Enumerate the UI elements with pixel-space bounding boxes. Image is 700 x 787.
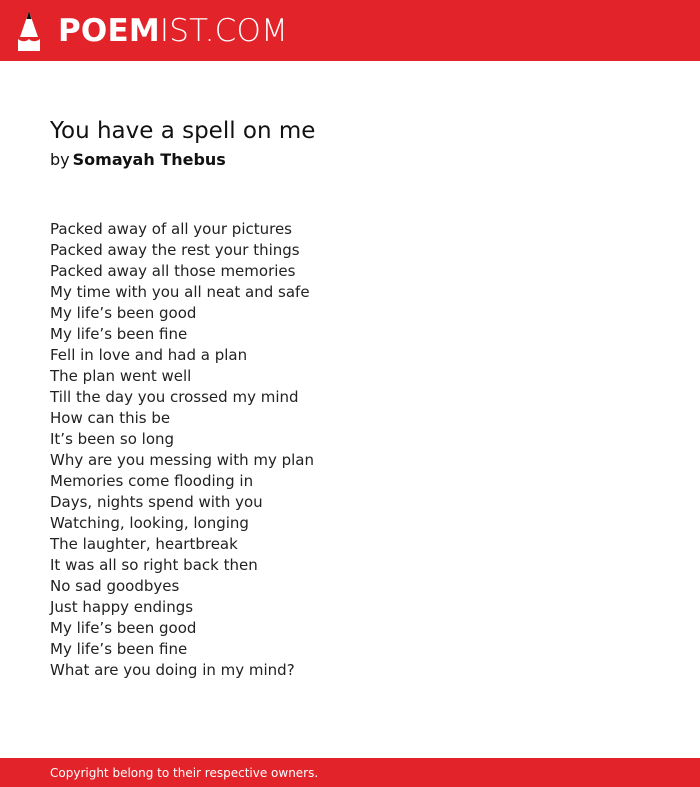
poem-line: Packed away all those memories [50, 262, 296, 280]
site-logo-link[interactable] [14, 8, 288, 54]
poem-line: How can this be [50, 409, 171, 427]
poem-line: My life’s been fine [50, 325, 188, 343]
byline-prefix: by [50, 150, 70, 169]
pencil-icon [14, 9, 44, 53]
poem-line: Memories come flooding in [50, 472, 254, 490]
poem-line: Packed away of all your pictures [50, 220, 292, 238]
poem-line: Packed away the rest your things [50, 241, 300, 259]
poem-header [50, 116, 650, 171]
poem-line: What are you doing in my mind? [50, 661, 295, 679]
poem-line: Why are you messing with my plan [50, 451, 315, 469]
poem-line: Watching, looking, longing [50, 514, 249, 532]
poem-line: The laughter, heartbreak [50, 535, 238, 553]
poem-line: My life’s been good [50, 619, 197, 637]
poem-line: Just happy endings [50, 598, 194, 616]
poem-body [50, 219, 650, 681]
copyright-notice: Copyright belong to their respective owners. [50, 766, 319, 780]
poem-line: My life’s been fine [50, 640, 188, 658]
poem-byline [50, 149, 650, 171]
poem-line: My life’s been good [50, 304, 197, 322]
brand-primary: POEM [58, 12, 160, 49]
poem-line: My time with you all neat and safe [50, 283, 310, 301]
poem-line: Fell in love and had a plan [50, 346, 248, 364]
site-wordmark [58, 12, 289, 49]
poem-line: Days, nights spend with you [50, 493, 263, 511]
poem-title: You have a spell on me [50, 118, 316, 144]
top-bar [0, 0, 700, 61]
poem-line: The plan went well [50, 367, 192, 385]
poem-line: It’s been so long [50, 430, 175, 448]
author-name: Somayah Thebus [72, 150, 226, 169]
brand-secondary: IST.COM [159, 12, 289, 49]
footer-bar [0, 758, 700, 787]
poem-line: No sad goodbyes [50, 577, 180, 595]
poem-line: It was all so right back then [50, 556, 258, 574]
poem-line: Till the day you crossed my mind [50, 388, 299, 406]
